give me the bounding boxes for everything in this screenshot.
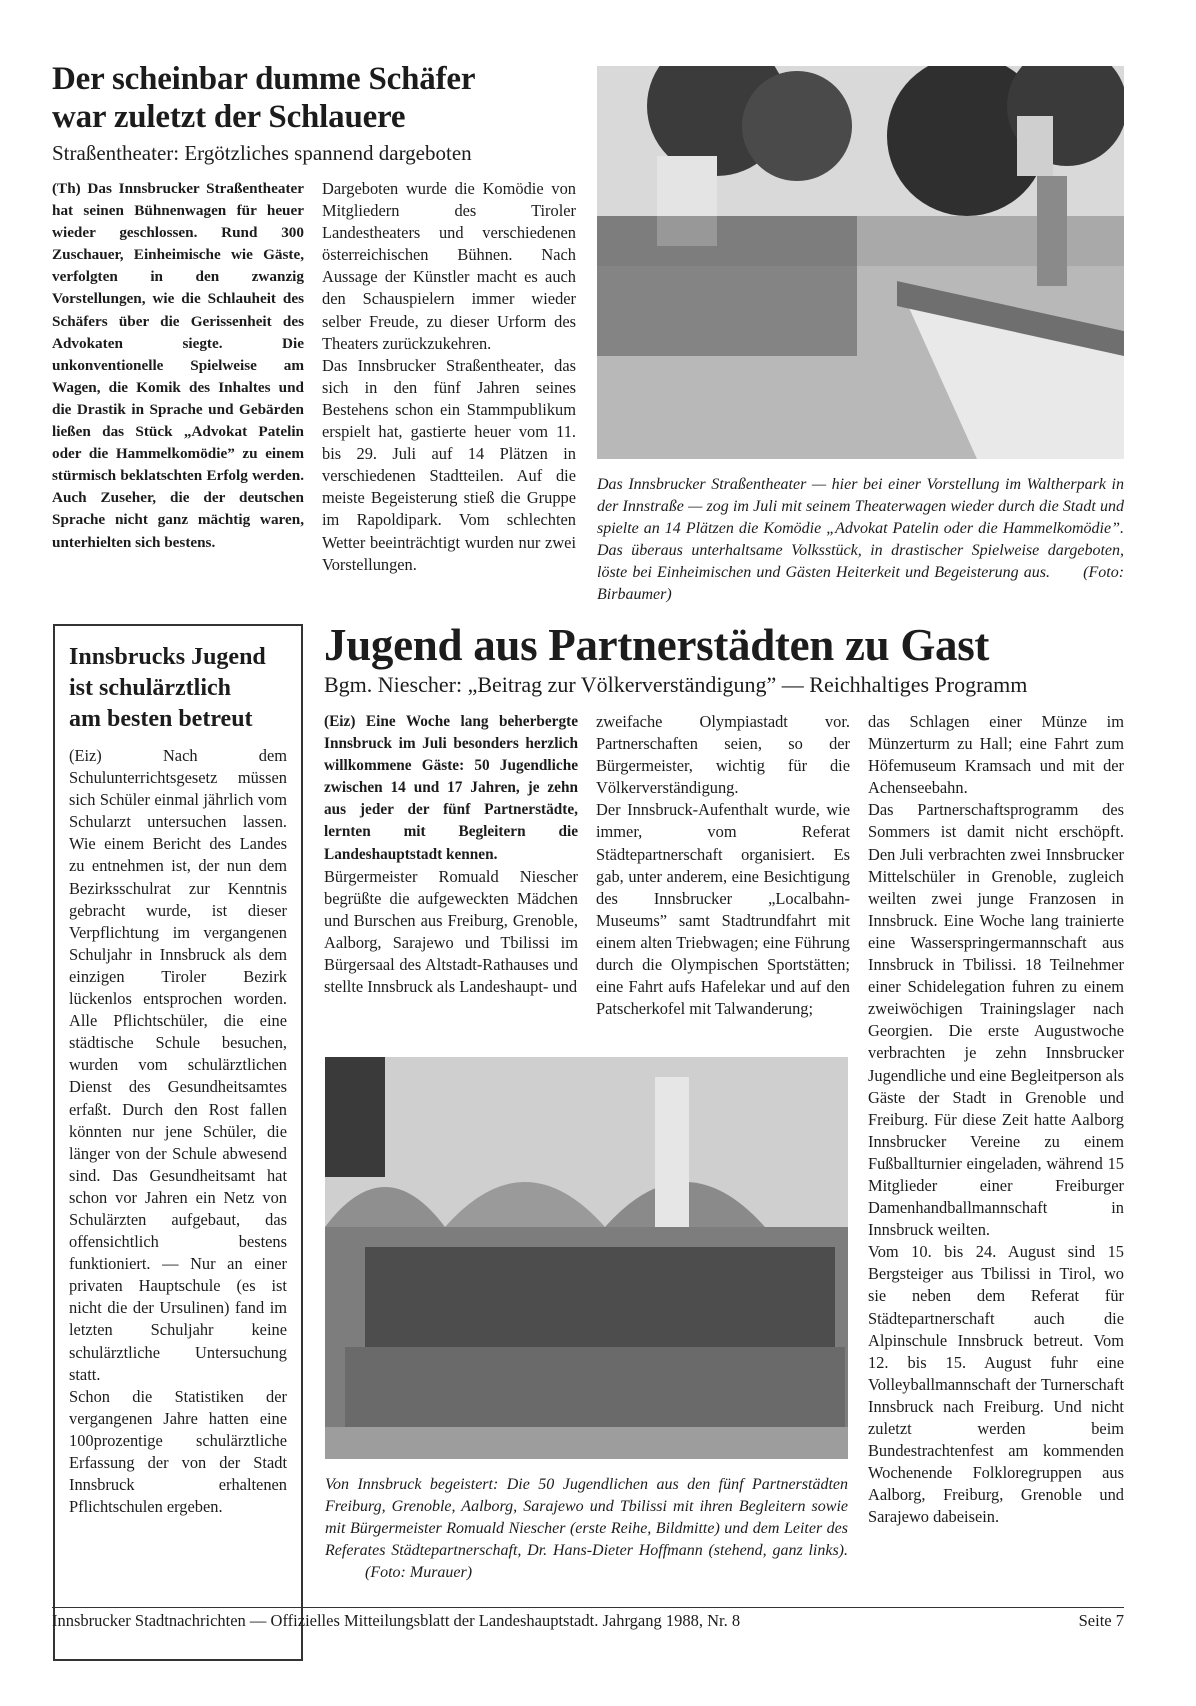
photo-credit: (Foto: Murauer) — [365, 1564, 473, 1581]
photo-credit: (Foto: Birbaumer) — [597, 564, 1125, 603]
article3-paragraph: das Schlagen einer Münze im Münzerturm zu Hall; eine Fahrt zum Höfemuseum Kramsach und mit der Achenseebahn. — [868, 712, 1124, 798]
article3-subheadline: Bgm. Niescher: „Beitrag zur Völkerverständigung” — Reichhaltiges Programm — [324, 672, 1028, 697]
article2-paragraph: (Eiz) Nach dem Schulunterrichtsgesetz müssen sich Schüler einmal jährlich vom Schularzt untersuchen lassen. Wie einem Bericht des Landes zu entnehmen ist, der nun dem Bezirksschulrat zur Kenntnis gebracht wurde, ist dieser Verpflichtung im vergangenen Schuljahr in Innsbruck als dem einzigen Tiroler Bezirk lückenlos entsprochen worden. Alle Pflichtschüler, die eine städtische Schule besuchen, wurden vom schulärztlichen Dienst des Gesundheitsamtes erfaßt. Durch den Rost fallen könnten nur jene Schüler, die länger von der Schule abwesend sind. Das Gesundheitsamt hat schon vor Jahren ein Netz von Schulärzten aufgebaut, das offensichtlich bestens funktioniert. — Nur an einer privaten Hauptschule (es ist nicht die der Ursulinen) fand im letzten Schuljahr keine schulärztliche Untersuchung statt. — [69, 746, 287, 1384]
article3-headline: Jugend aus Partnerstädten zu Gast — [324, 620, 990, 670]
article1-paragraph: Das Innsbrucker Straßentheater, das sich in den fünf Jahren seines Bestehens schon ein Stammpublikum erspielt hat, gastierte heuer vom 11. bis 29. Juli auf 14 Plätzen in verschiedenen Stadtteilen. Auf die meiste Begeisterung stieß die Gruppe im Rapoldipark. Vom schlechten Wetter beeinträchtigt wurden nur zwei Vorstellungen. — [322, 355, 576, 574]
article3-paragraph: zweifache Olympiastadt vor. Partnerschaften seien, so der Bürgermeister, wichtig für die Völkerverständigung. — [596, 712, 850, 798]
page-footer — [52, 1611, 1124, 1631]
article3-column-1 — [324, 711, 578, 998]
article3-paragraph: Der Innsbruck-Aufenthalt wurde, wie immer, vom Referat Städtepartnerschaft organisiert. Es gab, unter anderem, eine Besichtigung des Innsbrucker „Localbahn-Museums” samt Stadtrundfahrt mit einem alten Triebwagen; eine Führung durch die Olympischen Sportstätten; eine Fahrt aufs Hafelekar und auf den Patscherkofel mit Talwanderung; — [596, 800, 850, 1019]
article1-headline: Der scheinbar dumme Schäfer war zuletzt der Schlauere — [52, 61, 476, 135]
article3-column-3 — [868, 711, 1124, 1528]
article1-subheadline: Straßentheater: Ergötzliches spannend dargeboten — [52, 141, 472, 165]
group-photo — [325, 1057, 848, 1459]
article1-paragraph: Dargeboten wurde die Komödie von Mitgliedern des Tiroler Landestheaters und verschiedenen österreichischen Bühnen. Nach Aussage der Künstler macht es auch den Schauspielern immer wieder selber Freude, zu dieser Urform des Theaters zurückzukehren. — [322, 179, 576, 353]
article3-paragraph: Bürgermeister Romuald Niescher begrüßte die aufgeweckten Mädchen und Burschen aus Freiburg, Grenoble, Aalborg, Sarajewo und Tbilissi im Bürgersaal des Altstadt-Rathauses und stellte Innsbruck als Landeshaupt- und — [324, 866, 578, 997]
group-photo-image — [325, 1057, 848, 1459]
footer-rule — [52, 1607, 1124, 1608]
article3-paragraph: Das Partnerschaftsprogramm des Sommers ist damit nicht erschöpft. Den Juli verbrachten zwei Innsbrucker Mittelschüler in Grenoble, zugleich weilten zwei junge Franzosen in Innsbruck. Eine Woche lang trainierte eine Wasserspringermannschaft aus Innsbruck in Tbilissi. 18 Teilnehmer einer Schidelegation fuhren zu einem zweiwöchigen Trainingslager nach Georgien. Die erste Augustwoche verbrachten je zehn Innsbrucker Jugendliche und eine Begleitperson als Gäste der Stadt in Grenoble und Freiburg. Für diese Zeit hatte Aalborg Innsbrucker Vereine zu einem Fußballturnier eingeladen, während 15 Mitglieder einer Freiburger Damenhandballmannschaft in Innsbruck weilten. — [868, 800, 1124, 1240]
article1-lead: (Th) Das Innsbrucker Straßentheater hat seinen Bühnenwagen für heuer wieder geschlossen. Rund 300 Zuschauer, Einheimische wie Gäste, verfolgten in den zwanzig Vorstellungen, wie die Schlauheit des Schäfers über die Gerissenheit des Advokaten siegte. Die unkonventionelle Spielweise am Wagen, die Komik des Inhaltes und die Drastik in Sprache und Gebärden ließen das Stück „Advokat Patelin oder die Hammelkomödie” zu einem stürmisch beklatschten Erfolg werden. Auch Zuseher, die der deutschen Sprache nicht ganz mächtig waren, unterhielten sich bestens. — [52, 180, 304, 551]
article3-column-2 — [596, 711, 850, 1020]
footer-publication: Innsbrucker Stadtnachrichten — Offizielles Mitteilungsblatt der Landeshauptstadt. Jahrgang 1988, Nr. 8 — [52, 1611, 741, 1630]
article2-box — [53, 624, 303, 1661]
article2-body — [69, 745, 287, 1518]
article1-body — [322, 178, 576, 576]
article2-headline: Innsbrucks Jugend ist schulärztlich am besten betreut — [69, 644, 266, 732]
street-theatre-photo — [597, 66, 1124, 459]
group-photo-caption: Von Innsbruck begeistert: Die 50 Jugendlichen aus den fünf Partnerstädten Freiburg, Grenoble, Aalborg, Sarajewo und Tbilissi mit ihren Begleitern sowie mit Bürgermeister Romuald Niescher (erste Reihe, Bildmitte) und dem Leiter des Referates Städtepartnerschaft, Dr. Hans-Dieter Hoffmann (stehend, ganz links). (Foto: Murauer) — [325, 1476, 848, 1581]
article2-paragraph: Schon die Statistiken der vergangenen Jahre hatten eine 100prozentige schulärztliche Erfassung der von der Stadt Innsbruck erhaltenen Pflichtschulen ergeben. — [69, 1386, 287, 1517]
article3-paragraph: Vom 10. bis 24. August sind 15 Bergsteiger aus Tbilissi in Tirol, wo sie neben dem Referat für Städtepartnerschaft auch die Alpinschule Innsbruck betreut. Vom 12. bis 15. August fuhr eine Volleyballmannschaft der Turnerschaft Innsbruck nach Freiburg. Und nicht zuletzt werden beim Bundestrachtenfest am kommenden Wochenende Folkloregruppen aus Aalborg, Freiburg, Grenoble und Sarajewo dabeisein. — [868, 1242, 1124, 1527]
page-number: Seite 7 — [1078, 1611, 1124, 1630]
street-theatre-photo-image — [597, 66, 1124, 459]
article3-lead: (Eiz) Eine Woche lang beherbergte Innsbruck im Juli besonders herzlich willkommene Gäste: 50 Jugendliche zwischen 14 und 17 Jahren, je zehn aus jeder der fünf Partnerstädte, lernten mit Begleitern die Landeshauptstadt kennen. — [324, 713, 578, 863]
street-theatre-photo-caption: Das Innsbrucker Straßentheater — hier bei einer Vorstellung im Waltherpark in der Innstraße — zog im Juli mit seinem Theaterwagen wieder durch die Stadt und spielte an 14 Plätzen die Komödie „Advokat Patelin oder die Hammelkomödie”. Das überaus unterhaltsame Volksstück, in drastischer Spielweise dargeboten, löste bei Einheimischen und Gästen Heiterkeit und Begeisterung aus. (Foto: Birbaumer) — [597, 476, 1125, 603]
